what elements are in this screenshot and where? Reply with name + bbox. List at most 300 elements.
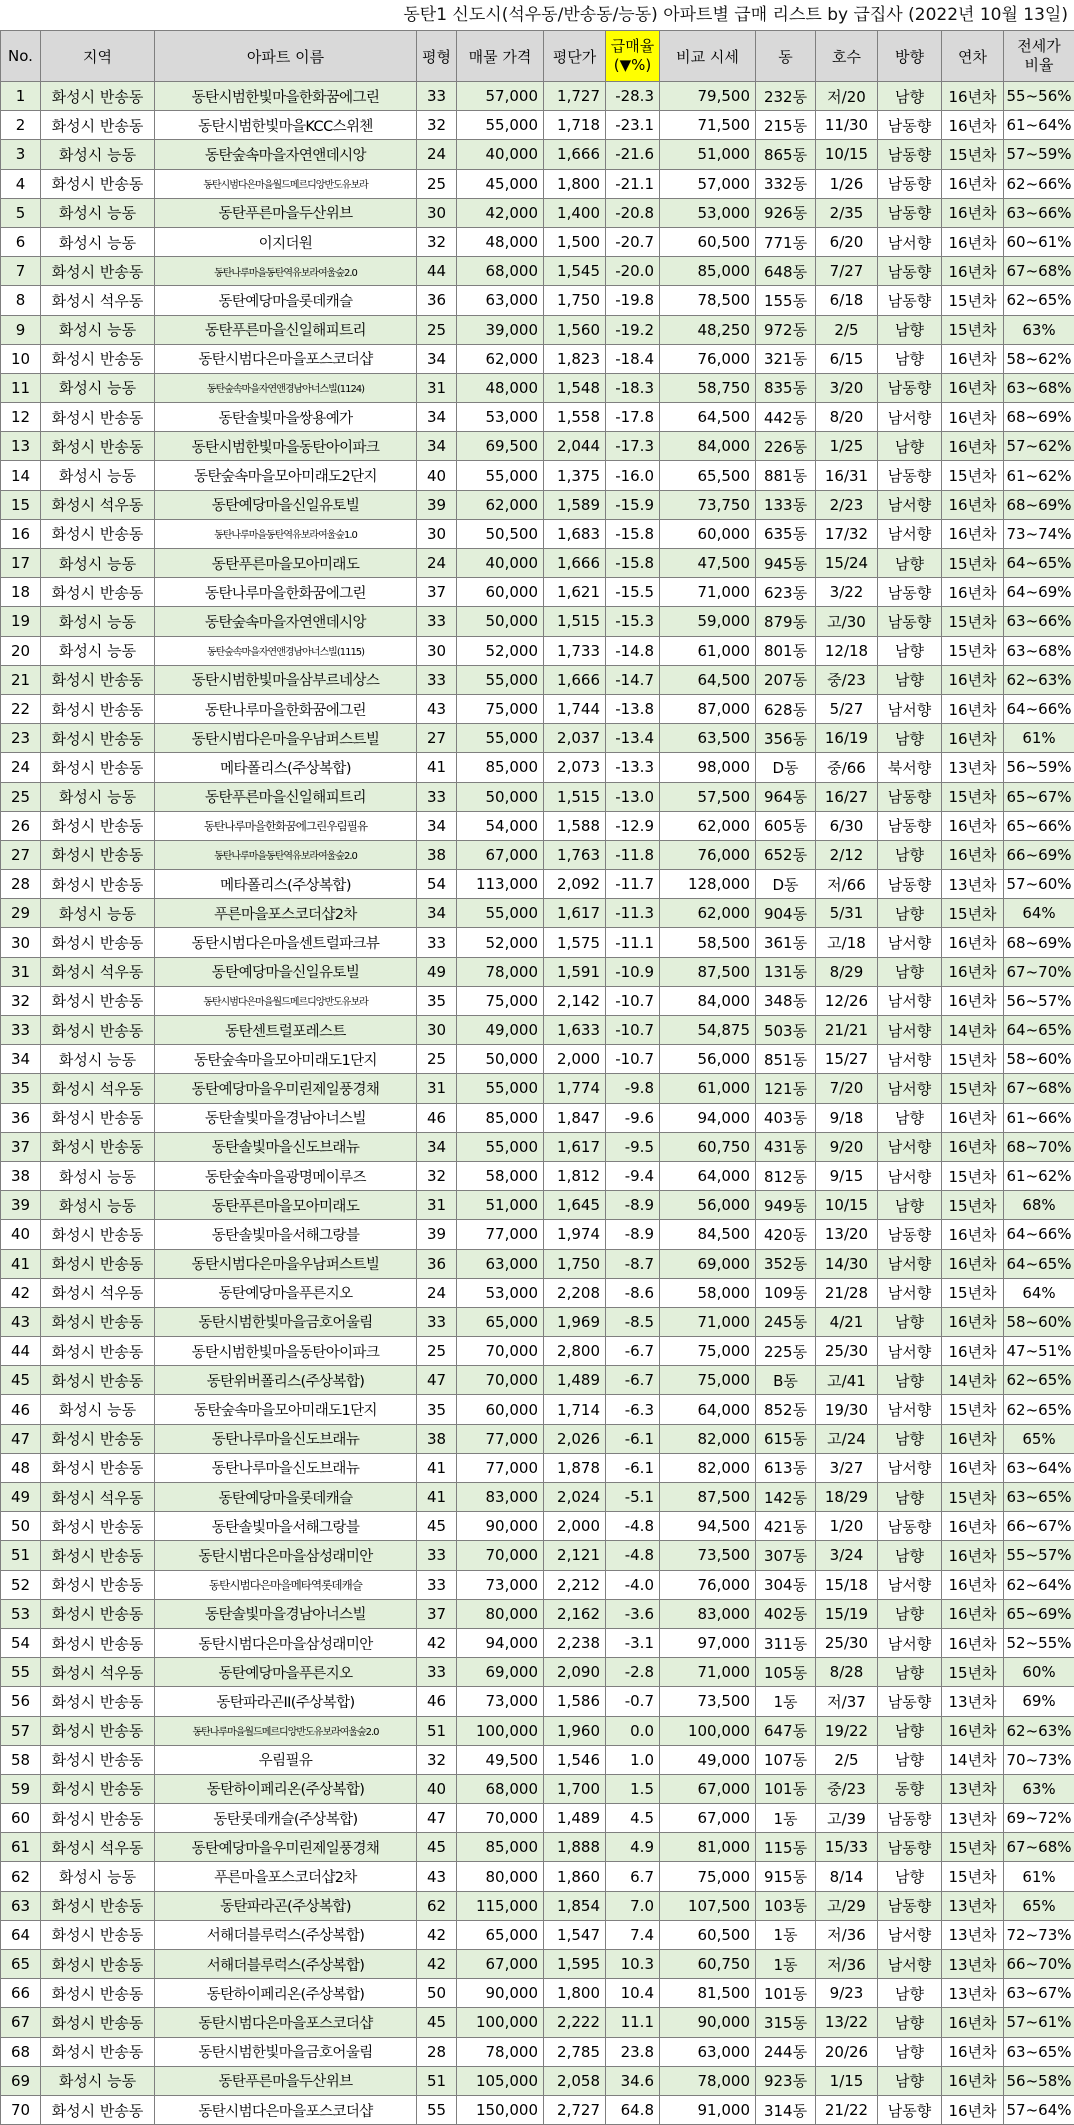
direction-cell: 남향 [878,315,942,344]
listing-price-cell: 90,000 [457,1512,544,1541]
building-age-cell: 15년차 [942,315,1004,344]
discount-rate-cell: 23.8 [606,2037,660,2066]
col-region: 지역 [41,31,155,82]
apartment-name-cell: 동탄하이페리온(주상복합) [155,1774,417,1803]
apartment-name-cell: 푸른마을포스코더샵2차 [155,1862,417,1891]
price-per-pyeong-cell: 1,666 [544,665,606,694]
row-number-cell: 29 [1,899,41,928]
table-row [1,1045,1074,1074]
listing-price-cell: 63,000 [457,1249,544,1278]
listing-price-cell: 78,000 [457,2037,544,2066]
discount-rate-cell: -19.8 [606,286,660,315]
region-cell: 화성시 능동 [41,782,155,811]
price-per-pyeong-cell: 2,000 [544,1512,606,1541]
region-cell: 화성시 반송동 [41,2037,155,2066]
listing-price-cell: 54,000 [457,811,544,840]
size-pyeong-cell: 35 [417,986,457,1015]
market-price-cell: 54,875 [660,1016,756,1045]
building-age-cell: 16년차 [942,2095,1004,2124]
apartment-name-cell: 동탄숲속마을자연앤데시앙 [155,607,417,636]
building-age-cell: 16년차 [942,1249,1004,1278]
size-pyeong-cell: 25 [417,169,457,198]
col-no: No. [1,31,41,82]
listing-price-cell: 77,000 [457,1220,544,1249]
size-pyeong-cell: 49 [417,957,457,986]
row-number-cell: 44 [1,1337,41,1366]
jeonse-ratio-cell: 66~70% [1004,1950,1074,1979]
size-pyeong-cell: 41 [417,1483,457,1512]
direction-cell: 남동향 [878,811,942,840]
jeonse-ratio-cell: 67~68% [1004,1074,1074,1103]
jeonse-ratio-cell: 61~66% [1004,1103,1074,1132]
size-pyeong-cell: 33 [417,82,457,111]
discount-rate-cell: -6.1 [606,1424,660,1453]
building-number-cell: 226동 [756,432,816,461]
region-cell: 화성시 반송동 [41,1512,155,1541]
listing-price-cell: 68,000 [457,1774,544,1803]
direction-cell: 남서향 [878,1045,942,1074]
building-age-cell: 16년차 [942,986,1004,1015]
region-cell: 화성시 반송동 [41,1424,155,1453]
region-cell: 화성시 능동 [41,315,155,344]
size-pyeong-cell: 33 [417,607,457,636]
row-number-cell: 19 [1,607,41,636]
building-age-cell: 16년차 [942,957,1004,986]
jeonse-ratio-cell: 66~67% [1004,1512,1074,1541]
table-row [1,140,1074,169]
unit-floor-cell: 저/36 [816,1920,878,1949]
size-pyeong-cell: 43 [417,1862,457,1891]
market-price-cell: 61,000 [660,636,756,665]
market-price-cell: 87,500 [660,1483,756,1512]
market-price-cell: 73,500 [660,1541,756,1570]
direction-cell: 남서향 [878,1074,942,1103]
discount-rate-cell: -6.3 [606,1395,660,1424]
col-jeonse-ratio-line1: 전세가 [1004,37,1074,56]
discount-rate-cell: -11.1 [606,928,660,957]
price-per-pyeong-cell: 1,733 [544,636,606,665]
unit-floor-cell: 3/20 [816,373,878,402]
jeonse-ratio-cell: 57~59% [1004,140,1074,169]
building-age-cell: 16년차 [942,169,1004,198]
building-number-cell: 101동 [756,1774,816,1803]
row-number-cell: 46 [1,1395,41,1424]
market-price-cell: 64,000 [660,1161,756,1190]
table-row [1,490,1074,519]
listing-price-cell: 50,500 [457,519,544,548]
building-number-cell: 851동 [756,1045,816,1074]
region-cell: 화성시 능동 [41,899,155,928]
building-age-cell: 16년차 [942,519,1004,548]
table-row [1,1453,1074,1482]
row-number-cell: 58 [1,1745,41,1774]
size-pyeong-cell: 42 [417,1920,457,1949]
table-row [1,1920,1074,1949]
unit-floor-cell: 고/24 [816,1424,878,1453]
unit-floor-cell: 21/22 [816,2095,878,2124]
col-size: 평형 [417,31,457,82]
row-number-cell: 43 [1,1307,41,1336]
listing-price-cell: 53,000 [457,1278,544,1307]
direction-cell: 남동향 [878,1891,942,1920]
discount-rate-cell: -0.7 [606,1687,660,1716]
discount-rate-cell: -8.6 [606,1278,660,1307]
table-row [1,636,1074,665]
listing-price-cell: 49,000 [457,1016,544,1045]
row-number-cell: 59 [1,1774,41,1803]
row-number-cell: 17 [1,549,41,578]
unit-floor-cell: 15/27 [816,1045,878,1074]
table-row [1,227,1074,256]
price-per-pyeong-cell: 1,515 [544,607,606,636]
building-age-cell: 16년차 [942,82,1004,111]
market-price-cell: 84,000 [660,432,756,461]
size-pyeong-cell: 25 [417,315,457,344]
unit-floor-cell: 20/26 [816,2037,878,2066]
size-pyeong-cell: 36 [417,1249,457,1278]
jeonse-ratio-cell: 61~64% [1004,111,1074,140]
discount-rate-cell: -15.8 [606,519,660,548]
jeonse-ratio-cell: 60% [1004,1658,1074,1687]
table-row [1,1716,1074,1745]
discount-rate-cell: -3.1 [606,1628,660,1657]
building-age-cell: 15년차 [942,1074,1004,1103]
listing-price-cell: 55,000 [457,111,544,140]
market-price-cell: 71,000 [660,1307,756,1336]
building-number-cell: 431동 [756,1132,816,1161]
discount-rate-cell: -6.7 [606,1366,660,1395]
unit-floor-cell: 1/15 [816,2066,878,2095]
jeonse-ratio-cell: 64% [1004,899,1074,928]
region-cell: 화성시 반송동 [41,82,155,111]
unit-floor-cell: 9/15 [816,1161,878,1190]
table-row [1,870,1074,899]
price-per-pyeong-cell: 1,588 [544,811,606,840]
size-pyeong-cell: 25 [417,1045,457,1074]
row-number-cell: 16 [1,519,41,548]
apartment-name-cell: 동탄시범한빛마을한화꿈에그린 [155,82,417,111]
discount-rate-cell: -28.3 [606,82,660,111]
building-age-cell: 16년차 [942,198,1004,227]
price-per-pyeong-cell: 2,044 [544,432,606,461]
unit-floor-cell: 10/15 [816,1191,878,1220]
listing-price-cell: 69,000 [457,1658,544,1687]
direction-cell: 남동향 [878,782,942,811]
building-number-cell: 361동 [756,928,816,957]
table-row [1,1512,1074,1541]
jeonse-ratio-cell: 63~64% [1004,1453,1074,1482]
market-price-cell: 73,750 [660,490,756,519]
listing-price-cell: 50,000 [457,1045,544,1074]
apartment-name-cell: 동탄나루마을한화꿈에그린우림필유 [155,811,417,840]
apartment-name-cell: 동탄시범다은마을우남퍼스트빌 [155,1249,417,1278]
listing-price-cell: 55,000 [457,724,544,753]
unit-floor-cell: 1/26 [816,169,878,198]
region-cell: 화성시 반송동 [41,724,155,753]
unit-floor-cell: 2/12 [816,840,878,869]
size-pyeong-cell: 40 [417,461,457,490]
listing-price-cell: 73,000 [457,1570,544,1599]
direction-cell: 남향 [878,840,942,869]
discount-rate-cell: -18.3 [606,373,660,402]
table-row [1,1191,1074,1220]
jeonse-ratio-cell: 69% [1004,1687,1074,1716]
table-row [1,1103,1074,1132]
region-cell: 화성시 반송동 [41,811,155,840]
row-number-cell: 22 [1,694,41,723]
apartment-name-cell: 동탄솔빛마을쌍용예가 [155,403,417,432]
jeonse-ratio-cell: 63% [1004,1774,1074,1803]
table-row [1,1774,1074,1803]
table-row [1,2008,1074,2037]
building-age-cell: 16년차 [942,1541,1004,1570]
direction-cell: 남향 [878,1599,942,1628]
apartment-name-cell: 동탄숲속마을광명메이루즈 [155,1161,417,1190]
region-cell: 화성시 반송동 [41,1716,155,1745]
table-row [1,1395,1074,1424]
building-number-cell: 420동 [756,1220,816,1249]
apartment-name-cell: 동탄시범한빛마을삼부르네상스 [155,665,417,694]
unit-floor-cell: 중/23 [816,1774,878,1803]
jeonse-ratio-cell: 65% [1004,1424,1074,1453]
market-price-cell: 58,750 [660,373,756,402]
price-per-pyeong-cell: 1,515 [544,782,606,811]
market-price-cell: 57,500 [660,782,756,811]
row-number-cell: 64 [1,1920,41,1949]
discount-rate-cell: -20.7 [606,227,660,256]
unit-floor-cell: 14/30 [816,1249,878,1278]
table-row [1,1161,1074,1190]
price-per-pyeong-cell: 1,888 [544,1833,606,1862]
size-pyeong-cell: 32 [417,227,457,256]
row-number-cell: 37 [1,1132,41,1161]
apartment-name-cell: 동탄숲속마을모아미래도2단지 [155,461,417,490]
col-discount-rate-line1: 급매율 [606,37,659,56]
unit-floor-cell: 9/18 [816,1103,878,1132]
region-cell: 화성시 능동 [41,1862,155,1891]
col-price: 매물 가격 [457,31,544,82]
row-number-cell: 42 [1,1278,41,1307]
building-number-cell: 215동 [756,111,816,140]
size-pyeong-cell: 46 [417,1687,457,1716]
region-cell: 화성시 반송동 [41,665,155,694]
listing-price-cell: 65,000 [457,1307,544,1336]
region-cell: 화성시 반송동 [41,519,155,548]
table-row [1,1132,1074,1161]
unit-floor-cell: 9/23 [816,1979,878,2008]
row-number-cell: 40 [1,1220,41,1249]
building-age-cell: 16년차 [942,811,1004,840]
discount-rate-cell: -13.8 [606,694,660,723]
direction-cell: 남향 [878,2066,942,2095]
apartment-name-cell: 동탄롯데캐슬(주상복합) [155,1804,417,1833]
building-number-cell: 133동 [756,490,816,519]
region-cell: 화성시 능동 [41,227,155,256]
listing-price-cell: 55,000 [457,461,544,490]
size-pyeong-cell: 24 [417,1278,457,1307]
row-number-cell: 39 [1,1191,41,1220]
table-row [1,1804,1074,1833]
market-price-cell: 49,000 [660,1745,756,1774]
listing-price-cell: 49,500 [457,1745,544,1774]
price-per-pyeong-cell: 1,489 [544,1804,606,1833]
discount-rate-cell: -15.8 [606,549,660,578]
price-per-pyeong-cell: 1,750 [544,1249,606,1278]
table-row [1,1687,1074,1716]
price-per-pyeong-cell: 1,645 [544,1191,606,1220]
discount-rate-cell: -15.3 [606,607,660,636]
building-number-cell: 771동 [756,227,816,256]
jeonse-ratio-cell: 67~68% [1004,1833,1074,1862]
region-cell: 화성시 반송동 [41,1249,155,1278]
unit-floor-cell: 중/66 [816,753,878,782]
direction-cell: 남향 [878,1366,942,1395]
unit-floor-cell: 15/18 [816,1570,878,1599]
jeonse-ratio-cell: 61~62% [1004,1161,1074,1190]
unit-floor-cell: 16/19 [816,724,878,753]
building-number-cell: 623동 [756,578,816,607]
jeonse-ratio-cell: 62~65% [1004,1395,1074,1424]
row-number-cell: 57 [1,1716,41,1745]
apartment-name-cell: 동탄시범다은마을포스코더샵 [155,2008,417,2037]
building-age-cell: 16년차 [942,490,1004,519]
market-price-cell: 60,750 [660,1950,756,1979]
listing-price-cell: 40,000 [457,549,544,578]
price-per-pyeong-cell: 2,121 [544,1541,606,1570]
listing-price-cell: 90,000 [457,1979,544,2008]
direction-cell: 남동향 [878,198,942,227]
building-number-cell: 155동 [756,286,816,315]
unit-floor-cell: 11/30 [816,111,878,140]
row-number-cell: 11 [1,373,41,402]
building-age-cell: 16년차 [942,432,1004,461]
unit-floor-cell: 8/20 [816,403,878,432]
row-number-cell: 5 [1,198,41,227]
building-number-cell: 915동 [756,1862,816,1891]
col-discount-rate [606,31,660,82]
building-age-cell: 16년차 [942,1716,1004,1745]
row-number-cell: 21 [1,665,41,694]
apartment-name-cell: 동탄예당마을우미린제일풍경채 [155,1074,417,1103]
size-pyeong-cell: 25 [417,1337,457,1366]
region-cell: 화성시 반송동 [41,1541,155,1570]
price-per-pyeong-cell: 1,714 [544,1395,606,1424]
row-number-cell: 20 [1,636,41,665]
row-number-cell: 48 [1,1453,41,1482]
size-pyeong-cell: 40 [417,1774,457,1803]
discount-rate-cell: -14.7 [606,665,660,694]
apartment-name-cell: 동탄푸른마을모아미래도 [155,549,417,578]
direction-cell: 남서향 [878,227,942,256]
building-number-cell: 314동 [756,2095,816,2124]
price-per-pyeong-cell: 2,800 [544,1337,606,1366]
region-cell: 화성시 석우동 [41,1658,155,1687]
page-title: 동탄1 신도시(석우동/반송동/능동) 아파트별 급매 리스트 by 급집사 (2022년 10월 13일) [0,0,1074,30]
listing-price-cell: 45,000 [457,169,544,198]
jeonse-ratio-cell: 57~60% [1004,870,1074,899]
apartment-name-cell: 동탄푸른마을두산위브 [155,2066,417,2095]
building-age-cell: 15년차 [942,1658,1004,1687]
table-row [1,1337,1074,1366]
unit-floor-cell: 저/66 [816,870,878,899]
direction-cell: 남향 [878,344,942,373]
unit-floor-cell: 16/27 [816,782,878,811]
direction-cell: 남서향 [878,1278,942,1307]
jeonse-ratio-cell: 73~74% [1004,519,1074,548]
listing-price-cell: 58,000 [457,1161,544,1190]
direction-cell: 남향 [878,2008,942,2037]
jeonse-ratio-cell: 68~69% [1004,928,1074,957]
building-number-cell: 356동 [756,724,816,753]
region-cell: 화성시 반송동 [41,840,155,869]
jeonse-ratio-cell: 60~61% [1004,227,1074,256]
building-age-cell: 16년차 [942,1307,1004,1336]
building-age-cell: 16년차 [942,1337,1004,1366]
row-number-cell: 54 [1,1628,41,1657]
table-row [1,373,1074,402]
direction-cell: 남동향 [878,169,942,198]
market-price-cell: 64,500 [660,665,756,694]
price-per-pyeong-cell: 1,823 [544,344,606,373]
building-age-cell: 13년차 [942,753,1004,782]
row-number-cell: 50 [1,1512,41,1541]
size-pyeong-cell: 34 [417,811,457,840]
region-cell: 화성시 반송동 [41,1774,155,1803]
jeonse-ratio-cell: 62~63% [1004,665,1074,694]
price-per-pyeong-cell: 2,142 [544,986,606,1015]
direction-cell: 남향 [878,82,942,111]
table-row [1,1483,1074,1512]
unit-floor-cell: 3/24 [816,1541,878,1570]
jeonse-ratio-cell: 65~66% [1004,811,1074,840]
size-pyeong-cell: 45 [417,1512,457,1541]
apartment-name-cell: 동탄솔빛마을신도브래뉴 [155,1132,417,1161]
size-pyeong-cell: 37 [417,578,457,607]
apartment-name-cell: 동탄숲속마을모아미래도1단지 [155,1045,417,1074]
jeonse-ratio-cell: 67~70% [1004,957,1074,986]
jeonse-ratio-cell: 65% [1004,1891,1074,1920]
table-row [1,665,1074,694]
direction-cell: 남서향 [878,519,942,548]
listing-price-cell: 75,000 [457,694,544,723]
table-row [1,198,1074,227]
region-cell: 화성시 반송동 [41,257,155,286]
discount-rate-cell: -10.7 [606,1016,660,1045]
apartment-name-cell: 동탄시범다은마을우남퍼스트빌 [155,724,417,753]
apartment-name-cell: 동탄파라곤II(주상복합) [155,1687,417,1716]
col-jeonse-ratio [1004,31,1074,82]
building-age-cell: 15년차 [942,899,1004,928]
market-price-cell: 82,000 [660,1453,756,1482]
price-per-pyeong-cell: 1,878 [544,1453,606,1482]
row-number-cell: 60 [1,1804,41,1833]
direction-cell: 남서향 [878,403,942,432]
size-pyeong-cell: 39 [417,490,457,519]
listing-price-cell: 60,000 [457,578,544,607]
size-pyeong-cell: 30 [417,519,457,548]
row-number-cell: 18 [1,578,41,607]
discount-rate-cell: 10.3 [606,1950,660,1979]
listing-price-cell: 55,000 [457,665,544,694]
jeonse-ratio-cell: 58~60% [1004,1045,1074,1074]
size-pyeong-cell: 30 [417,636,457,665]
listing-price-cell: 55,000 [457,1132,544,1161]
apartment-name-cell: 동탄나루마을한화꿈에그린 [155,694,417,723]
jeonse-ratio-cell: 57~62% [1004,432,1074,461]
discount-rate-cell: -2.8 [606,1658,660,1687]
size-pyeong-cell: 54 [417,870,457,899]
building-age-cell: 16년차 [942,1132,1004,1161]
